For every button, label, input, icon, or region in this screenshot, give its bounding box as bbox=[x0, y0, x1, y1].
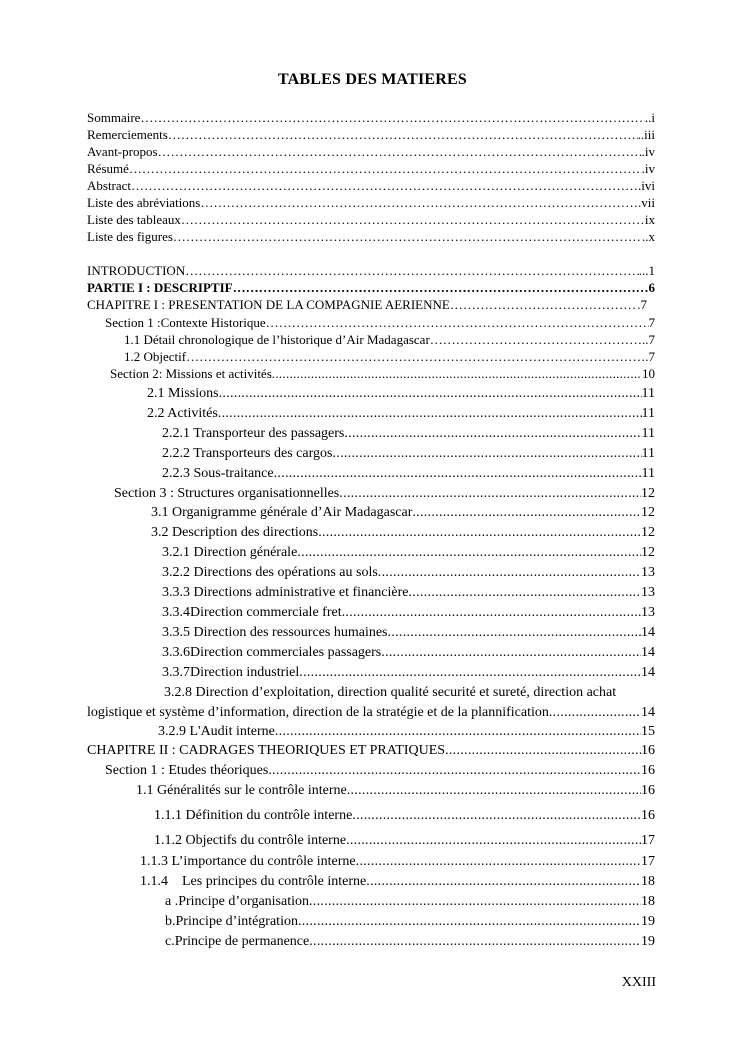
toc-entry-figures[interactable] bbox=[87, 228, 655, 245]
toc-page: 16 bbox=[641, 743, 655, 758]
toc-leader bbox=[408, 584, 641, 601]
toc-label: Liste des abréviations bbox=[87, 195, 201, 210]
toc-page: ..x bbox=[642, 229, 655, 244]
toc-page: 11 bbox=[641, 446, 655, 461]
toc-page: .7 bbox=[637, 297, 647, 312]
toc-label: 3.3.4Direction commerciale fret bbox=[162, 605, 342, 620]
toc-label: 2.1 Missions bbox=[147, 386, 219, 401]
toc-leader bbox=[173, 228, 642, 245]
toc-label: Liste des figures bbox=[87, 229, 173, 244]
toc-entry-section-2[interactable] bbox=[110, 365, 655, 382]
toc-label: Abstract bbox=[87, 178, 132, 193]
toc-entry-sommaire[interactable] bbox=[87, 109, 655, 126]
toc-label: Remerciements bbox=[87, 127, 168, 142]
toc-leader bbox=[450, 296, 637, 313]
toc-entry-ch2-1-1-3[interactable] bbox=[140, 853, 655, 870]
toc-leader bbox=[347, 782, 641, 799]
toc-label: CHAPITRE II : CADRAGES THEORIQUES ET PRATIQUES bbox=[87, 743, 446, 758]
toc-page: 10 bbox=[642, 366, 655, 381]
toc-entry-partie-i[interactable] bbox=[87, 279, 655, 296]
toc-label: Liste des tableaux bbox=[87, 212, 181, 227]
toc-entry-ch2-1-1-1[interactable] bbox=[154, 807, 655, 824]
toc-page: .ivi bbox=[638, 178, 655, 193]
toc-entry-chapitre-i[interactable] bbox=[87, 296, 647, 313]
toc-leader bbox=[129, 160, 642, 177]
toc-label: 1.2 Objectif bbox=[124, 349, 187, 364]
toc-page: ...1 bbox=[638, 263, 655, 278]
toc-page: 14 bbox=[641, 705, 655, 720]
toc-label: 2.2.2 Transporteurs des cargos bbox=[162, 446, 333, 461]
toc-page: 6 bbox=[648, 280, 655, 295]
toc-label: Sommaire bbox=[87, 110, 141, 125]
toc-label: 1.1 Généralités sur le contrôle interne bbox=[136, 783, 347, 798]
toc-leader bbox=[309, 933, 641, 950]
toc-leader bbox=[318, 524, 641, 541]
toc-page: 16 bbox=[641, 808, 655, 823]
toc-leader bbox=[218, 405, 642, 422]
toc-leader bbox=[430, 331, 642, 348]
toc-leader bbox=[549, 704, 641, 721]
toc-page: ..7 bbox=[642, 332, 655, 347]
toc-entry-3-2-8-line2[interactable] bbox=[87, 704, 655, 721]
toc-leader bbox=[388, 624, 642, 641]
toc-entry-ch2-1-1[interactable] bbox=[136, 782, 655, 799]
toc-leader bbox=[275, 723, 641, 740]
toc-entry-principe-a[interactable] bbox=[165, 893, 655, 910]
toc-page: 12 bbox=[641, 486, 655, 501]
toc-entry-3-3-4[interactable] bbox=[162, 604, 655, 621]
toc-label: Résumé bbox=[87, 161, 129, 176]
toc-entry-3-3-5[interactable] bbox=[162, 624, 655, 641]
toc-label: 3.2.1 Direction générale bbox=[162, 545, 298, 560]
toc-leader bbox=[366, 873, 641, 890]
page-title: TABLES DES MATIERES bbox=[277, 71, 468, 88]
toc-leader bbox=[274, 465, 642, 482]
toc-leader bbox=[297, 544, 641, 561]
toc-label: 3.1 Organigramme générale d’Air Madagascar bbox=[151, 505, 413, 520]
toc-label: 1.1 Détail chronologique de l’historique d’Air Madagascar bbox=[124, 332, 430, 347]
toc-page: 14 bbox=[641, 625, 655, 640]
toc-label: Avant-propos bbox=[87, 144, 158, 159]
toc-page: 12 bbox=[641, 545, 655, 560]
toc-leader bbox=[266, 314, 649, 331]
toc-leader bbox=[268, 762, 641, 779]
toc-entry-3-1[interactable] bbox=[151, 504, 655, 521]
toc-entry-resume[interactable] bbox=[87, 160, 655, 177]
toc-entry-ch2-section-1[interactable] bbox=[105, 762, 655, 779]
toc-label: 1.1.3 L’importance du contrôle interne bbox=[140, 854, 356, 869]
toc-label: 3.2.2 Directions des opérations au sols bbox=[162, 565, 378, 580]
toc-page: 11 bbox=[641, 406, 655, 421]
toc-label: a .Principe d’organisation bbox=[165, 894, 309, 909]
toc-entry-2-2-3[interactable] bbox=[162, 465, 655, 482]
toc-leader bbox=[186, 348, 645, 365]
toc-leader bbox=[356, 853, 641, 870]
toc-leader bbox=[168, 126, 638, 143]
toc-leader bbox=[131, 177, 638, 194]
toc-page: 11 bbox=[641, 426, 655, 441]
toc-page: .iv bbox=[641, 161, 655, 176]
toc-page: 13 bbox=[641, 565, 655, 580]
toc-page: 19 bbox=[641, 934, 655, 949]
toc-page: .vii bbox=[638, 195, 655, 210]
toc-leader bbox=[298, 913, 641, 930]
page-number: XXIII bbox=[621, 975, 656, 990]
toc-label: Section 2: Missions et activités bbox=[110, 366, 272, 381]
toc-label: 3.2 Description des directions bbox=[151, 525, 319, 540]
toc-entry-section-1[interactable] bbox=[105, 314, 655, 331]
toc-page: 13 bbox=[641, 585, 655, 600]
toc-entry-chapitre-ii[interactable] bbox=[87, 742, 655, 759]
toc-page: 16 bbox=[641, 783, 655, 798]
toc-label: b.Principe d’intégration bbox=[165, 914, 298, 929]
toc-leader bbox=[412, 504, 641, 521]
toc-entry-3-2-1[interactable] bbox=[162, 544, 655, 561]
toc-entry-abreviations[interactable] bbox=[87, 194, 655, 211]
toc-entry-remerciements[interactable] bbox=[87, 126, 655, 143]
toc-entry-3-3-6[interactable] bbox=[162, 644, 655, 661]
toc-leader bbox=[181, 211, 645, 228]
toc-entry-3-3-7[interactable] bbox=[162, 664, 655, 681]
toc-label: Section 3 : Structures organisationnelles bbox=[114, 486, 340, 501]
toc-entry-2-2-2[interactable] bbox=[162, 445, 655, 462]
toc-leader bbox=[200, 194, 638, 211]
toc-page: 18 bbox=[641, 874, 655, 889]
toc-leader bbox=[332, 445, 641, 462]
toc-leader bbox=[344, 425, 641, 442]
toc-page: ..iii bbox=[637, 127, 655, 142]
toc-entry-principe-c[interactable] bbox=[165, 933, 655, 950]
toc-label: 3.3.6Direction commerciales passagers bbox=[162, 645, 382, 660]
toc-leader bbox=[185, 262, 639, 279]
toc-page: .iv bbox=[641, 144, 655, 159]
toc-entry-3-3-3[interactable] bbox=[162, 584, 655, 601]
toc-label: 3.3.3 Directions administrative et financière bbox=[162, 585, 409, 600]
toc-entry-1-2[interactable] bbox=[124, 348, 655, 365]
toc-leader bbox=[339, 485, 641, 502]
toc-entry-avant-propos[interactable] bbox=[87, 143, 655, 160]
toc-leader bbox=[378, 564, 641, 581]
toc-label: 2.2.3 Sous-traitance bbox=[162, 466, 274, 481]
toc-label: 3.2.9 L'Audit interne bbox=[158, 724, 275, 739]
toc-page: 13 bbox=[641, 605, 655, 620]
toc-entry-tableaux[interactable] bbox=[87, 211, 655, 228]
toc-page: 11 bbox=[641, 466, 655, 481]
toc-entry-3-2[interactable] bbox=[151, 524, 655, 541]
toc-page: 7 bbox=[648, 315, 655, 330]
toc-leader bbox=[346, 832, 641, 849]
toc-label: 3.3.7Direction industriel bbox=[162, 665, 300, 680]
toc-entry-principe-b[interactable] bbox=[165, 913, 655, 930]
toc-label: 1.1.1 Définition du contrôle interne bbox=[154, 808, 353, 823]
toc-page: 12 bbox=[641, 525, 655, 540]
toc-label: 2.2 Activités bbox=[147, 406, 218, 421]
toc-page: ..i bbox=[644, 110, 655, 125]
toc-label: c.Principe de permanence bbox=[165, 934, 310, 949]
toc-leader bbox=[381, 644, 641, 661]
toc-entry-ch2-1-1-2[interactable] bbox=[154, 832, 655, 849]
toc-leader bbox=[299, 664, 641, 681]
toc-label: PARTIE I : DESCRIPTIF bbox=[87, 280, 233, 295]
toc-label: Section 1 :Contexte Historique bbox=[105, 315, 266, 330]
toc-page: 19 bbox=[641, 914, 655, 929]
toc-page: 14 bbox=[641, 645, 655, 660]
toc-entry-2-2-1[interactable] bbox=[162, 425, 655, 442]
toc-leader bbox=[309, 893, 641, 910]
toc-page: 12 bbox=[641, 505, 655, 520]
toc-page: 18 bbox=[641, 894, 655, 909]
toc-entry-ch2-1-1-4[interactable] bbox=[140, 873, 655, 890]
toc-leader bbox=[233, 279, 649, 296]
toc-leader bbox=[445, 742, 641, 759]
toc-label: CHAPITRE I : PRESENTATION DE LA COMPAGNIE AERIENNE bbox=[87, 297, 450, 312]
toc-leader bbox=[352, 807, 641, 824]
toc-entry-3-2-8-line1[interactable]: 3.2.8 Direction d’exploitation, direction qualité securité et sureté, direction achat bbox=[164, 685, 617, 700]
toc-label: 2.2.1 Transporteur des passagers bbox=[162, 426, 345, 441]
toc-leader bbox=[158, 143, 642, 160]
toc-entry-2-1[interactable] bbox=[147, 385, 655, 402]
toc-page: 14 bbox=[641, 665, 655, 680]
toc-entry-introduction[interactable] bbox=[87, 262, 655, 279]
toc-label: 1.1.2 Objectifs du contrôle interne bbox=[154, 833, 347, 848]
toc-page: 16 bbox=[641, 763, 655, 778]
toc-entry-2-2[interactable] bbox=[147, 405, 655, 422]
toc-entry-abstract[interactable] bbox=[87, 177, 655, 194]
toc-leader bbox=[140, 109, 644, 126]
toc-page: 17 bbox=[641, 833, 655, 848]
toc-entry-section-3[interactable] bbox=[114, 485, 655, 502]
toc-entry-3-2-9[interactable] bbox=[158, 723, 655, 740]
toc-leader bbox=[272, 365, 642, 382]
toc-label: logistique et système d’information, direction de la stratégie et de la plannification bbox=[87, 705, 549, 720]
toc-page: 15 bbox=[641, 724, 655, 739]
toc-entry-3-2-2[interactable] bbox=[162, 564, 655, 581]
toc-page: ix bbox=[644, 212, 655, 227]
toc-page: .7 bbox=[645, 349, 655, 364]
toc-label: 1.1.4 Les principes du contrôle interne bbox=[140, 874, 367, 889]
toc-entry-1-1[interactable] bbox=[124, 331, 655, 348]
toc-page: 17 bbox=[641, 854, 655, 869]
toc-leader bbox=[219, 385, 642, 402]
toc-label: INTRODUCTION bbox=[87, 263, 186, 278]
toc-label: 3.3.5 Direction des ressources humaines bbox=[162, 625, 388, 640]
toc-label: Section 1 : Etudes théoriques bbox=[105, 763, 269, 778]
toc-leader bbox=[342, 604, 641, 621]
toc-page: 11 bbox=[641, 386, 655, 401]
